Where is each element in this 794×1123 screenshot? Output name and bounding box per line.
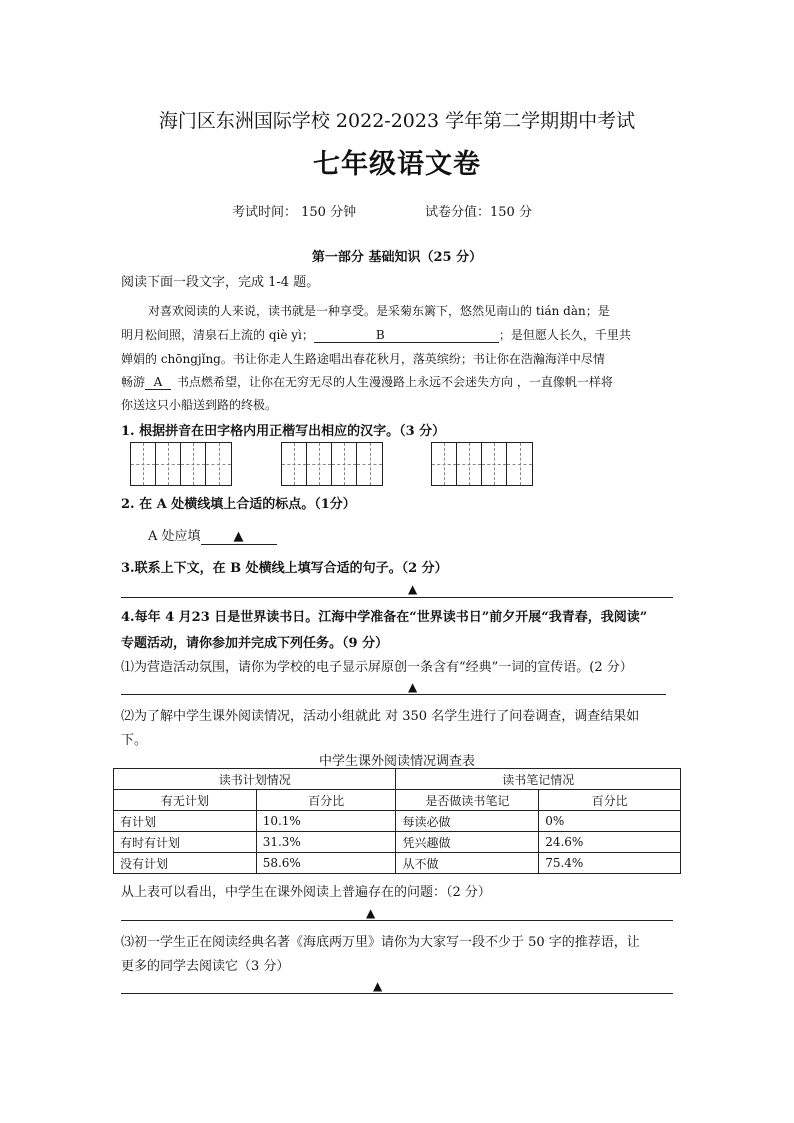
question-1: 1. 根据拼音在田字格内用正楷写出相应的汉字。（3 分） — [121, 424, 446, 439]
table-cell: 31.3% — [256, 832, 396, 853]
table-row — [114, 832, 681, 853]
exam-paper-title: 七年级语文卷 — [313, 149, 481, 180]
exam-score: 试卷分值：150 分 — [425, 205, 532, 220]
passage-line-2 — [121, 326, 631, 343]
table-cell: 0% — [539, 811, 681, 832]
table-cell: 24.6% — [539, 832, 681, 853]
tianzige-cell[interactable] — [432, 443, 457, 485]
group-header-plan: 读书计划情况 — [114, 769, 396, 790]
passage-line-4 — [121, 373, 613, 390]
tianzige-cell[interactable] — [206, 443, 231, 485]
column-header: 百分比 — [539, 790, 681, 811]
tianzige-cell[interactable] — [156, 443, 181, 485]
part-heading: 第一部分 基础知识（25 分） — [311, 250, 483, 265]
blank-a[interactable]: A — [145, 375, 171, 390]
tianzige-cell[interactable] — [332, 443, 357, 485]
passage-line-3: 婵娟的 chōngjǐng。书让你走人生路途唱出春花秋月，落英缤纷；书让你在浩瀚海洋中尽情 — [121, 352, 605, 366]
table-cell: 每读必做 — [396, 811, 539, 832]
q2-answer-blank[interactable]: ▲ — [201, 529, 277, 545]
table-row — [114, 853, 681, 874]
table-cell: 58.6% — [256, 853, 396, 874]
question-3: 3.联系上下文，在 B 处横线上填写合适的句子。（2 分） — [121, 561, 448, 576]
question-4-2-line-1: ⑵为了解中学生课外阅读情况，活动小组就此 对 350 名学生进行了问卷调查，调查结果如 — [121, 709, 640, 724]
answer-marker: ▲ — [408, 680, 418, 694]
table-cell: 凭兴趣做 — [396, 832, 539, 853]
tianzige-cell[interactable] — [482, 443, 507, 485]
tianzige-group-2[interactable] — [281, 442, 383, 486]
passage-line-2a: 明月松间照，清泉石上流的 qiè yì； — [121, 328, 314, 342]
q2-answer-label: A 处应填 — [148, 529, 201, 544]
table-cell: 有时有计划 — [114, 832, 257, 853]
tianzige-cell[interactable] — [507, 443, 532, 485]
table-cell: 没有计划 — [114, 853, 257, 874]
table-row — [114, 811, 681, 832]
passage-line-4a: 畅游 — [121, 375, 146, 389]
tianzige-cell[interactable] — [357, 443, 382, 485]
table-cell: 10.1% — [256, 811, 396, 832]
tianzige-cell[interactable] — [282, 443, 307, 485]
answer-line-q4-3[interactable] — [121, 993, 673, 994]
column-header: 百分比 — [256, 790, 396, 811]
question-2: 2. 在 A 处横线填上合适的标点。（1分） — [121, 497, 356, 512]
group-header-notes: 读书笔记情况 — [396, 769, 681, 790]
exam-time: 考试时间： 150 分钟 — [232, 205, 357, 220]
question-4-line-1: 4.每年 4 月23 日是世界读书日。江海中学准备在“世界读书日”前夕开展“我青春，我阅读” — [121, 610, 648, 625]
q2-answer — [148, 525, 277, 545]
tianzige-cell[interactable] — [457, 443, 482, 485]
question-4-3-line-2: 更多的同学去阅读它（3 分） — [121, 959, 290, 974]
table-caption: 中学生课外阅读情况调查表 — [318, 754, 475, 769]
tianzige-cell[interactable] — [307, 443, 332, 485]
answer-line-q4-2[interactable] — [121, 920, 673, 921]
table-cell: 从不做 — [396, 853, 539, 874]
table-header-row — [114, 790, 681, 811]
question-4-line-2: 专题活动，请你参加并完成下列任务。（9 分） — [121, 636, 389, 651]
answer-line-q4-1[interactable] — [121, 694, 666, 695]
table-cell: 75.4% — [539, 853, 681, 874]
passage-line-4b: 书点燃希望，让你在无穷无尽的人生漫漫路上永远不会迷失方向 ，一直像帆一样将 — [177, 375, 613, 389]
tianzige-group-3[interactable] — [431, 442, 533, 486]
passage-line-2b: ；是但愿人长久，千里共 — [498, 328, 631, 342]
exam-school-title: 海门区东洲国际学校 2022-2023 学年第二学期期中考试 — [158, 110, 636, 132]
table-cell: 有计划 — [114, 811, 257, 832]
question-4-3-line-1: ⑶初一学生正在阅读经典名著《海底两万里》请你为大家写一段不少于 50 字的推荐语，让 — [121, 935, 640, 950]
survey-table — [113, 768, 681, 874]
question-4-2-line-2: 下。 — [121, 733, 148, 748]
answer-marker: ▲ — [373, 979, 383, 993]
answer-line-q3[interactable] — [121, 597, 673, 598]
answer-marker: ▲ — [408, 582, 418, 596]
question-4-2-conclusion: 从上表可以看出，中学生在课外阅读上普遍存在的问题：（2 分） — [121, 885, 491, 900]
passage-line-5: 你送这只小船送到路的终极。 — [121, 398, 278, 412]
tianzige-cell[interactable] — [181, 443, 206, 485]
instruction: 阅读下面一段文字，完成 1-4 题。 — [121, 275, 320, 290]
question-4-1: ⑴为营造活动氛围，请你为学校的电子显示屏原创一条含有“经典”一词的宣传语。(2 分） — [121, 660, 633, 675]
column-header: 是否做读书笔记 — [396, 790, 539, 811]
column-header: 有无计划 — [114, 790, 257, 811]
passage-line-1: 对喜欢阅读的人来说，读书就是一种享受。是采菊东篱下，悠然见南山的 tián dàn；是 — [148, 304, 610, 318]
answer-marker: ▲ — [366, 906, 376, 920]
tianzige-group-1[interactable] — [130, 442, 232, 486]
table-group-header-row — [114, 769, 681, 790]
blank-b[interactable]: B — [314, 328, 499, 343]
tianzige-cell[interactable] — [131, 443, 156, 485]
